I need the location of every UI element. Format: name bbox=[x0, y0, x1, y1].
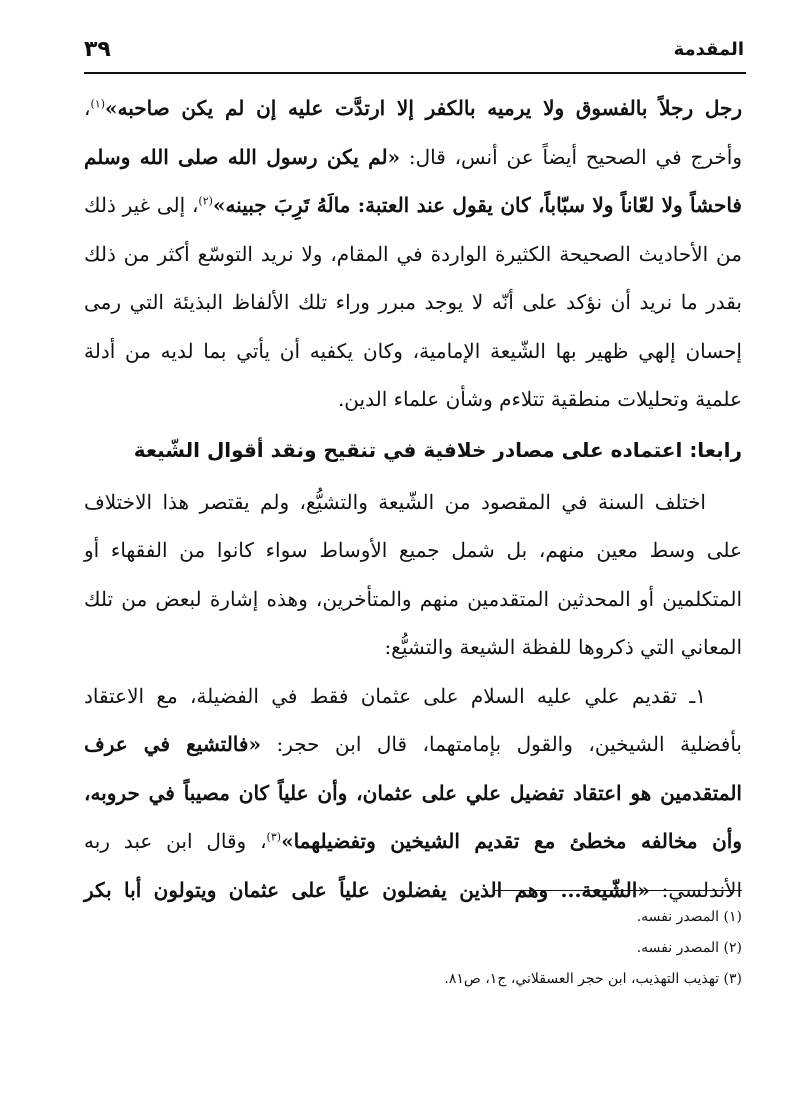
paragraph-2: اختلف السنة في المقصود من الشّيعة والتشيُّع، ولم يقتصر هذا الاختلاف على وسط معين منهم، بل شمل جميع الأوساط سواء كانوا من الفقهاء أو المتكلمين أو المحدثين المتقدمين منهم والمتأخرين، وهذه إشارة لبعض من تلك المعاني التي ذكروها للفظة الشيعة والتشيُّع: bbox=[84, 489, 742, 659]
footnote: (٣) تهذيب التهذيب، ابن حجر العسقلاني، ج١، ص٨١. bbox=[444, 971, 742, 987]
quote: «فالتشيع في عرف المتقدمين هو اعتقاد تفضيل علي على عثمان، وأن علياً كان مصيباً في حروبه، وأن مخالفه مخطئ مع تقديم الشيخين وتفضيلهما» bbox=[84, 732, 742, 853]
section-heading: رابعا: اعتماده على مصادر خلافية في تنقيح ونقد أقوال الشّيعة bbox=[133, 437, 742, 462]
hadith-quote: رجل رجلاً بالفسوق ولا يرميه بالكفر إلا ارتدَّت عليه إن لم يكن صاحبه» bbox=[104, 96, 742, 120]
running-title: المقدمة bbox=[673, 38, 744, 60]
main-text bbox=[84, 84, 742, 914]
footnote: (٢) المصدر نفسه. bbox=[636, 940, 742, 956]
paragraph-1 bbox=[84, 84, 742, 424]
paragraph-3 bbox=[84, 672, 742, 915]
footnote-ref: (٣) bbox=[266, 830, 282, 844]
quote: «الشّيعة... وهم الذين يفضلون علياً على عثمان ويتولون أبا بكر bbox=[84, 877, 650, 902]
paragraph-text: ، وأخرج في الصحيح أيضاً عن أنس، قال: bbox=[84, 96, 743, 169]
footnotes bbox=[300, 902, 742, 995]
footnote-ref: (١) bbox=[90, 97, 105, 111]
page-number: ٣٩ bbox=[84, 36, 111, 62]
paragraph-text: ١ـ تقديم علي عليه السلام على عثمان فقط في الفضيلة، مع الاعتقاد بأفضلية الشيخين، والقول بإمامتهما، قال ابن حجر: bbox=[84, 683, 743, 756]
footnote-divider bbox=[494, 890, 742, 891]
paragraph-text: ، إلى غير ذلك من الأحاديث الصحيحة الكثيرة الواردة في المقام، ولا نريد التوسّع أكثر من ذلك بقدر ما نريد أن نؤكد على أنّه لا يوجد مبرر وراء تلك الألفاظ البذيئة التي رمى إحسان إلهي ظهير بها الشّيعة الإمامية، وكان يكفيه أن يأتي بما لديه من أدلة علمية وتحليلات منطقية تتلاءم وشأن علماء الدين. bbox=[84, 193, 742, 411]
footnote: (١) المصدر نفسه. bbox=[636, 909, 742, 925]
header-divider bbox=[84, 72, 746, 74]
paragraph-text: ، وقال ابن عبد ربه الأندلسي: bbox=[84, 829, 742, 902]
hadith-quote: «لم يكن رسول الله صلى الله وسلم فاحشاً ولا لعّاناً ولا سبّاباً، كان يقول عند العتبة: مالَهُ تَرِبَ جبينه» bbox=[84, 144, 742, 217]
footnote-ref: (٢) bbox=[198, 194, 213, 208]
page-header bbox=[84, 32, 744, 66]
